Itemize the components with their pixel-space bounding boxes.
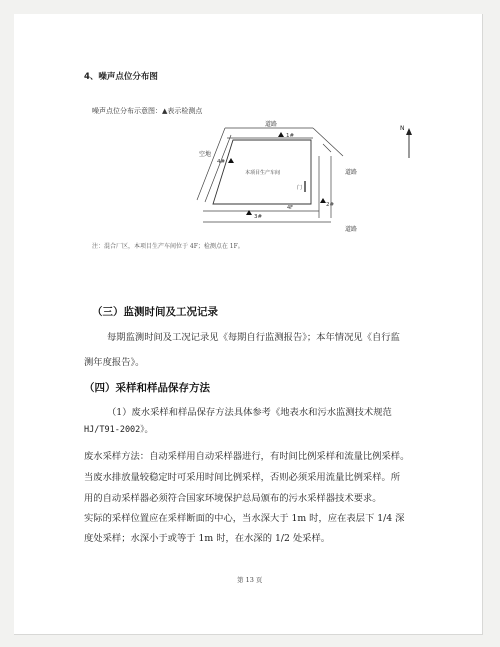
road-label-bottom: 道路	[345, 226, 358, 233]
point-4-label: 4#	[217, 159, 226, 165]
sampling-paragraph-line: 实际的采样位置应在采样断面的中心，当水深大于 1m 时，应在表层下 1/4 深	[84, 513, 405, 524]
point-2-label: 2#	[326, 202, 335, 208]
page-number: 第 13 页	[237, 576, 263, 584]
north-label: N	[400, 125, 405, 132]
floor-label: 4F	[287, 205, 294, 211]
vacant-lot-label: 空地	[199, 151, 212, 158]
point-1-label: 1#	[286, 133, 295, 139]
monitoring-section-title: （三）监测时间及工况记录	[92, 306, 218, 318]
sampling-paragraph-line: 当废水排放量较稳定时可采用时间比例采样，否则必须采用流量比例采样。所	[84, 472, 401, 483]
road-edge-line	[323, 144, 331, 152]
road-edge-line	[313, 128, 343, 156]
monitor-point-1-icon	[278, 132, 284, 137]
diagram-note: 注：混合厂区，本项目生产车间位于 4F；检测点在 1F。	[92, 243, 244, 250]
diagram-caption: 噪声点位分布示意图：▲表示检测点	[92, 107, 203, 115]
monitor-point-4-icon	[228, 158, 234, 163]
north-arrow-head	[406, 128, 412, 135]
sampling-section-title: （四）采样和样品保存方法	[84, 382, 210, 394]
noise-point-diagram	[195, 118, 425, 236]
sampling-paragraph-line: （1）废水采样和样品保存方法具体参考《地表水和污水监测技术规范	[107, 407, 392, 418]
road-label-right: 道路	[345, 169, 358, 176]
road-label-top: 道路	[265, 121, 278, 128]
point-3-label: 3#	[254, 214, 263, 220]
noise-map-heading: 4、噪声点位分布图	[84, 72, 158, 82]
sampling-paragraph-line: HJ/T91-2002》。	[84, 425, 154, 435]
monitoring-paragraph-line: 测年度报告》。	[84, 357, 145, 368]
door-label: 门	[297, 185, 303, 191]
monitoring-paragraph-line: 每期监测时间及工况记录见《每期自行监测报告》；本年情况见《自行监	[107, 332, 400, 343]
sampling-paragraph-line: 废水采样方法：自动采样用自动采样器进行，有时间比例采样和流量比例采样。	[84, 451, 410, 462]
building-label: 本项目生产车间	[245, 170, 281, 176]
sampling-paragraph-line: 用的自动采样器必须符合国家环境保护总局颁布的污水采样器技术要求。	[84, 493, 382, 504]
sampling-paragraph-line: 度处采样；水深小于或等于 1m 时，在水深的 1/2 处采样。	[84, 533, 331, 544]
